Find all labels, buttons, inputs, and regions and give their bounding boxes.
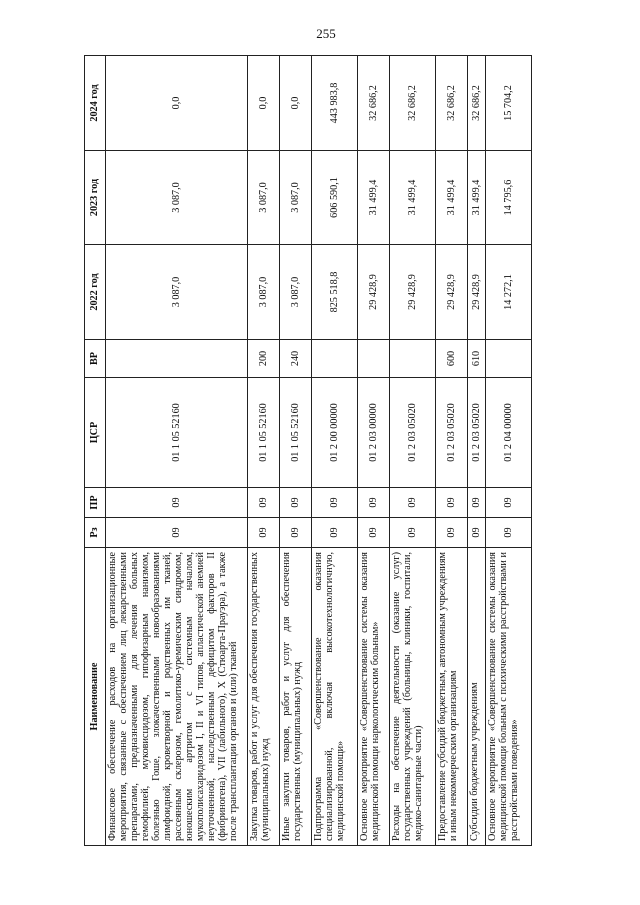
cell-2022: 29 428,9 bbox=[389, 245, 435, 340]
table-row bbox=[248, 56, 280, 846]
cell-2024: 0,0 bbox=[248, 56, 280, 151]
cell-rz: 09 bbox=[467, 518, 485, 548]
table-header-row bbox=[85, 56, 106, 846]
table-row bbox=[467, 56, 485, 846]
cell-2022: 3 087,0 bbox=[106, 245, 248, 340]
cell-rz: 09 bbox=[279, 518, 311, 548]
cell-2024: 32 686,2 bbox=[467, 56, 485, 151]
cell-csr: 01 2 03 05020 bbox=[436, 378, 468, 488]
cell-pr: 09 bbox=[248, 488, 280, 518]
cell-2023: 31 499,4 bbox=[389, 151, 435, 245]
cell-vr bbox=[106, 340, 248, 378]
cell-pr: 09 bbox=[279, 488, 311, 518]
cell-name: Расходы на обеспечение деятельности (оказание услуг) государственных учреждений (больницы, клиники, госпитали, медико-санитарные части) bbox=[389, 548, 435, 846]
cell-name: Подпрограмма «Совершенствование оказания специализированной, включая высокотехнологичную, медицинской помощи» bbox=[311, 548, 357, 846]
cell-csr: 01 2 03 05020 bbox=[389, 378, 435, 488]
cell-vr bbox=[389, 340, 435, 378]
cell-vr bbox=[485, 340, 531, 378]
cell-pr: 09 bbox=[311, 488, 357, 518]
cell-rz: 09 bbox=[436, 518, 468, 548]
cell-csr: 01 2 00 00000 bbox=[311, 378, 357, 488]
cell-pr: 09 bbox=[436, 488, 468, 518]
cell-2024: 15 704,2 bbox=[485, 56, 531, 151]
header-csr: ЦСР bbox=[85, 378, 106, 488]
cell-2024: 443 983,8 bbox=[311, 56, 357, 151]
header-rz: Рз bbox=[85, 518, 106, 548]
cell-2022: 3 087,0 bbox=[248, 245, 280, 340]
cell-csr: 01 1 05 52160 bbox=[106, 378, 248, 488]
cell-2023: 31 499,4 bbox=[436, 151, 468, 245]
cell-name: Субсидии бюджетным учреждениям bbox=[467, 548, 485, 846]
cell-2022: 29 428,9 bbox=[436, 245, 468, 340]
cell-pr: 09 bbox=[485, 488, 531, 518]
cell-rz: 09 bbox=[106, 518, 248, 548]
header-2023: 2023 год bbox=[85, 151, 106, 245]
cell-2023: 606 590,1 bbox=[311, 151, 357, 245]
table-row bbox=[485, 56, 531, 846]
cell-pr: 09 bbox=[357, 488, 389, 518]
cell-pr: 09 bbox=[106, 488, 248, 518]
cell-name: Основное мероприятие «Совершенствование системы оказания медицинской помощи наркологическим больным» bbox=[357, 548, 389, 846]
table-row bbox=[357, 56, 389, 846]
cell-csr: 01 2 03 05020 bbox=[467, 378, 485, 488]
header-2024: 2024 год bbox=[85, 56, 106, 151]
cell-pr: 09 bbox=[467, 488, 485, 518]
cell-name: Закупка товаров, работ и услуг для обеспечения государственных (муниципальных) нужд bbox=[248, 548, 280, 846]
page-number: 255 bbox=[316, 26, 336, 41]
cell-name: Основное мероприятие «Совершенствование системы оказания медицинской помощи больным с психическими расстройствами и расстройствами поведения» bbox=[485, 548, 531, 846]
header-2022: 2022 год bbox=[85, 245, 106, 340]
cell-csr: 01 1 05 52160 bbox=[279, 378, 311, 488]
cell-2022: 29 428,9 bbox=[467, 245, 485, 340]
cell-rz: 09 bbox=[485, 518, 531, 548]
cell-2022: 14 272,1 bbox=[485, 245, 531, 340]
cell-name: Предоставление субсидий бюджетным, автономным учреждениям и иным некоммерческим организациям bbox=[436, 548, 468, 846]
cell-rz: 09 bbox=[248, 518, 280, 548]
cell-vr: 240 bbox=[279, 340, 311, 378]
cell-vr bbox=[357, 340, 389, 378]
cell-2023: 14 795,6 bbox=[485, 151, 531, 245]
table-row bbox=[389, 56, 435, 846]
budget-table-rotated bbox=[84, 56, 532, 846]
cell-vr: 200 bbox=[248, 340, 280, 378]
cell-2022: 3 087,0 bbox=[279, 245, 311, 340]
cell-vr bbox=[311, 340, 357, 378]
cell-vr: 610 bbox=[467, 340, 485, 378]
table-row bbox=[311, 56, 357, 846]
table-row bbox=[436, 56, 468, 846]
cell-vr: 600 bbox=[436, 340, 468, 378]
cell-rz: 09 bbox=[311, 518, 357, 548]
cell-csr: 01 1 05 52160 bbox=[248, 378, 280, 488]
cell-name: Финансовое обеспечение расходов на организационные мероприятия, связанные с обеспечением лиц лекарственными препаратами, предназначенными для лечения больных гемофилией, муковисцидозом, гипофизарным нанизмом, болезнью Гоше, злокачественными новообразованиями лимфоидной, кроветворной и родственных им тканей, рассеянным склерозом, гемолитико-уремическим синдромом, юношеским артритом с системным началом, мукополисахаридозом I, II и VI типов, апластической анемией неуточненной, наследственным дефицитом факторов II (фибриногена), VII (лабильного), X (Стюарта-Прауэра), а также после трансплантации органов и (или) тканей bbox=[106, 548, 248, 846]
cell-2022: 29 428,9 bbox=[357, 245, 389, 340]
cell-2023: 3 087,0 bbox=[248, 151, 280, 245]
cell-2023: 31 499,4 bbox=[467, 151, 485, 245]
header-name: Наименование bbox=[85, 548, 106, 846]
cell-2022: 825 518,8 bbox=[311, 245, 357, 340]
table-row bbox=[106, 56, 248, 846]
header-pr: ПР bbox=[85, 488, 106, 518]
cell-2023: 3 087,0 bbox=[279, 151, 311, 245]
cell-2023: 3 087,0 bbox=[106, 151, 248, 245]
table-row bbox=[279, 56, 311, 846]
cell-pr: 09 bbox=[389, 488, 435, 518]
cell-2024: 0,0 bbox=[106, 56, 248, 151]
cell-2024: 32 686,2 bbox=[436, 56, 468, 151]
cell-2024: 32 686,2 bbox=[389, 56, 435, 151]
cell-2024: 32 686,2 bbox=[357, 56, 389, 151]
cell-rz: 09 bbox=[357, 518, 389, 548]
header-vr: ВР bbox=[85, 340, 106, 378]
cell-2024: 0,0 bbox=[279, 56, 311, 151]
cell-csr: 01 2 04 00000 bbox=[485, 378, 531, 488]
cell-name: Иные закупки товаров, работ и услуг для обеспечения государственных (муниципальных) нужд bbox=[279, 548, 311, 846]
cell-rz: 09 bbox=[389, 518, 435, 548]
cell-csr: 01 2 03 00000 bbox=[357, 378, 389, 488]
budget-table bbox=[84, 55, 532, 846]
cell-2023: 31 499,4 bbox=[357, 151, 389, 245]
